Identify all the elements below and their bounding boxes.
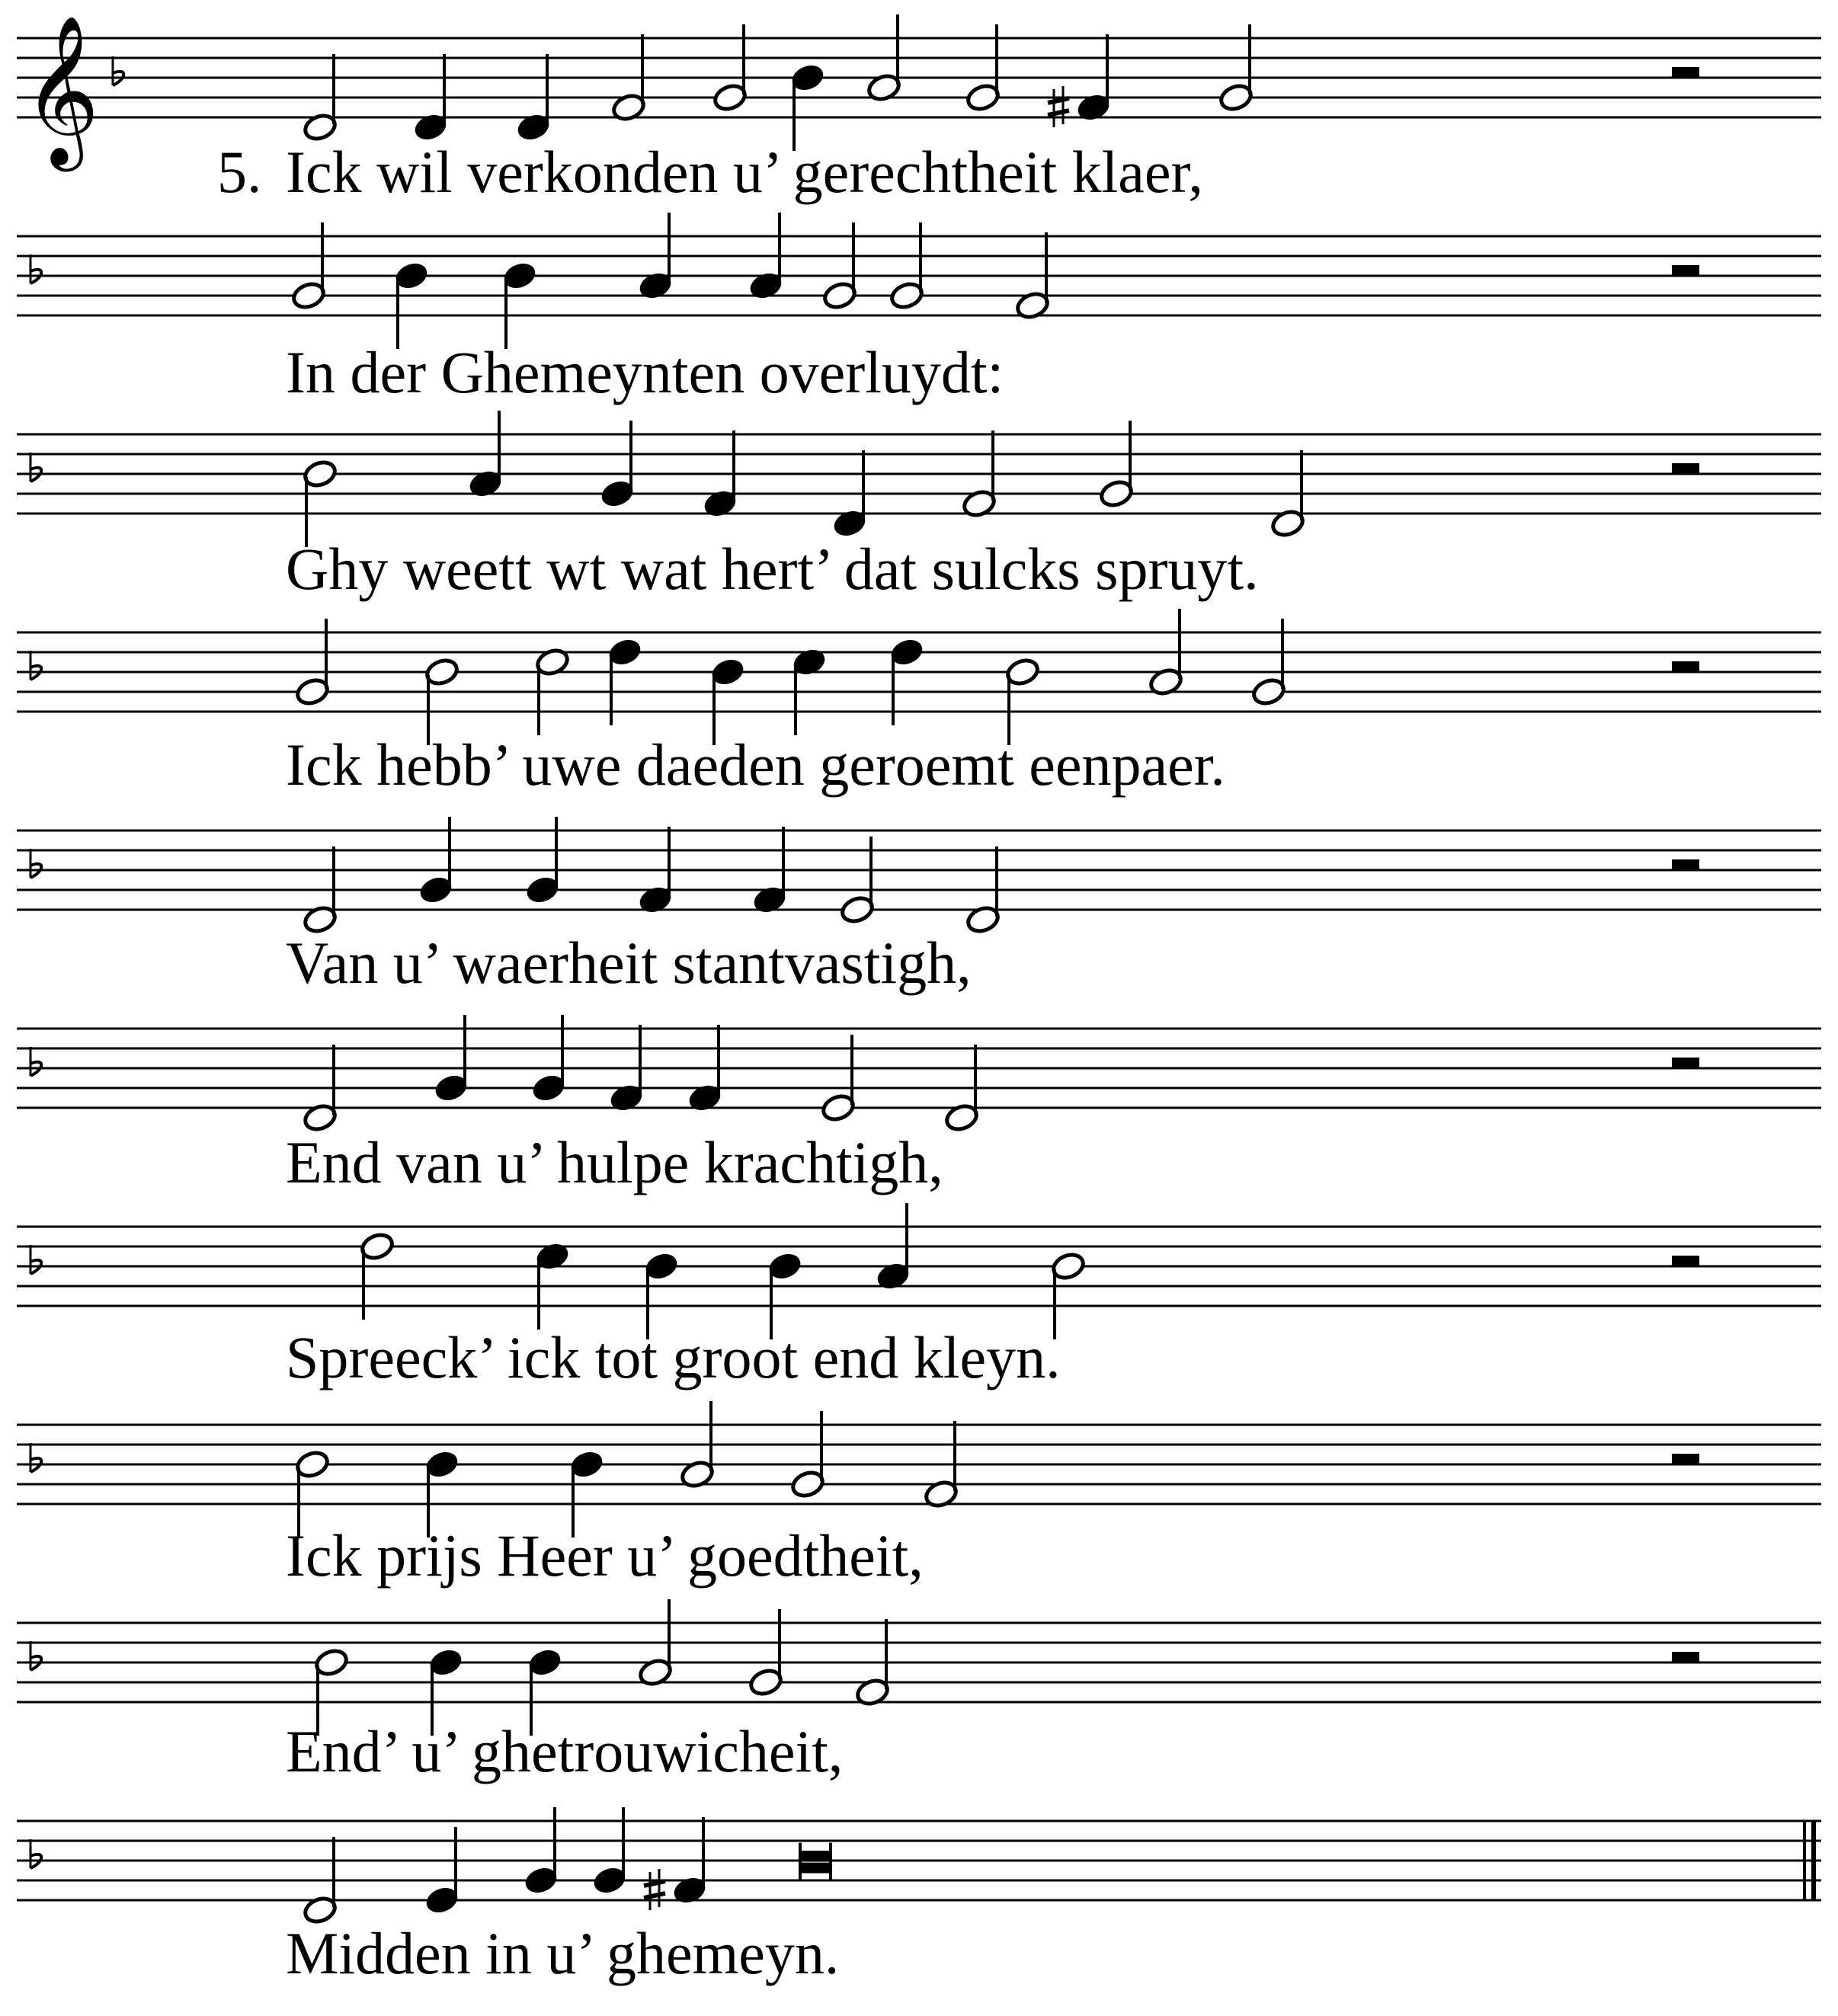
sharp-accidental-icon [1048,86,1069,127]
half-rest-icon [1672,1256,1699,1266]
half-rest-icon [1672,661,1699,672]
flat-key-signature-icon [113,56,123,85]
lyric-line: Van u’ waerheit stantvastigh, [286,930,972,996]
lyric-line: Spreeck’ ick tot groot end kleyn. [286,1324,1061,1390]
half-rest-icon [1672,1058,1699,1068]
flat-key-signature-icon [30,849,41,878]
staff-system [17,817,1821,996]
staff-system [17,1401,1821,1589]
sharp-bar [644,1893,665,1898]
flat-key-signature-icon [30,1641,41,1670]
half-rest-icon [1672,67,1699,78]
staff-system [17,411,1821,602]
staff-system [17,1599,1821,1784]
flat-key-signature-icon [30,1443,41,1472]
flat-key-signature-icon [30,651,41,680]
note [789,62,826,151]
lyric-line: End van u’ hulpe krachtigh, [286,1129,943,1195]
staff-system [17,1203,1821,1390]
note [1048,34,1112,127]
lyric-line: Ick wil verkonden u’ gerechtheit klaer, [286,139,1203,205]
lyric-line: Ghy weett wt wat hert’ dat sulcks spruyt. [286,536,1259,602]
half-rest-icon [1672,1454,1699,1464]
lyric-line: Ick hebb’ uwe daeden geroemt eenpaer. [286,731,1225,798]
half-rest-icon [1672,463,1699,474]
sharp-accidental-icon [644,1869,665,1910]
note [501,261,538,349]
lyric-line: Ick prijs Heer u’ goedtheit, [286,1522,924,1589]
sharp-bar [1048,98,1069,103]
staff-system [17,14,1821,205]
flat-key-signature-icon [30,254,41,283]
lyric-line: In der Ghemeynten overluydt: [286,339,1004,405]
lyric-line: Midden in u’ ghemeyn. [286,1920,840,1986]
staff-system [17,1015,1821,1195]
flat-key-signature-icon [30,1839,41,1868]
note [302,459,338,547]
half-rest-icon [1672,859,1699,870]
sharp-bar [1048,110,1069,115]
half-rest-icon [1672,265,1699,276]
stanza-number: 5. [217,139,262,205]
staff-system [17,213,1821,405]
final-note-bar [800,1863,831,1874]
staff-system [17,609,1821,798]
note [644,1817,708,1910]
final-note-bar [800,1851,831,1861]
flat-key-signature-icon [30,1047,41,1076]
half-rest-icon [1672,1652,1699,1662]
flat-key-signature-icon [30,453,41,482]
staff-system [17,1807,1821,1986]
sharp-bar [644,1881,665,1886]
lyric-line: End’ u’ ghetrouwicheit, [286,1718,844,1784]
note [393,261,430,349]
treble-clef-icon: 𝄞 [23,14,100,165]
flat-key-signature-icon [30,1245,41,1274]
